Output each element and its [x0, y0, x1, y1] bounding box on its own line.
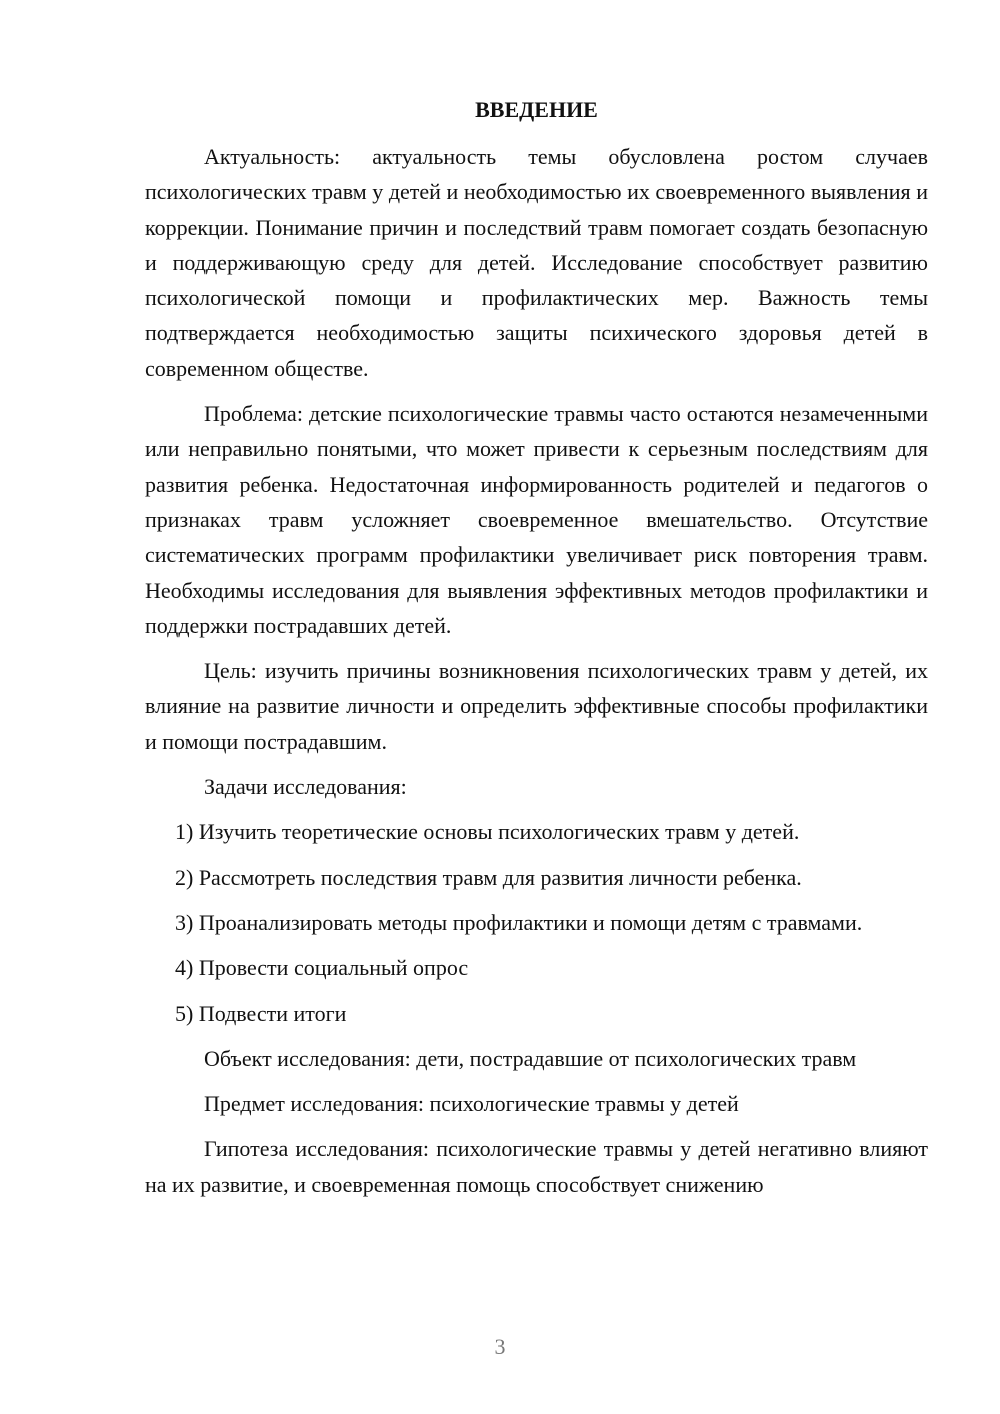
task-item-5: 5) Подвести итоги [175, 1000, 347, 1026]
tasks-heading: Задачи исследования: [204, 774, 407, 800]
problem-paragraph: Проблема: детские психологические травмы часто остаются незамеченными или неправильно понятыми, что может привести к серьезным последствиям для развития ребенка. Недостаточная информированность родителей и педагогов о признаках травм усложняет своевременное вмешательство. Отсутствие систематических программ профилактики увеличивает риск повторения травм. Необходимы исследования для выявления эффективных методов профилактики и поддержки пострадавших детей. [145, 401, 928, 638]
task-item-4: 4) Провести социальный опрос [175, 955, 469, 981]
page-title: ВВЕДЕНИЕ [475, 97, 598, 122]
goal-paragraph: Цель: изучить причины возникновения психологических травм у детей, их влияние на развитие личности и определить эффективные способы профилактики и помощи пострадавшим. [145, 658, 928, 754]
page-number: 3 [494, 1334, 506, 1359]
object-paragraph: Объект исследования: дети, пострадавшие от психологических травм [204, 1045, 857, 1071]
task-item-2: 2) Рассмотреть последствия травм для развития личности ребенка. [175, 864, 802, 890]
task-item-1: 1) Изучить теоретические основы психологических травм у детей. [175, 819, 800, 845]
task-item-3: 3) Проанализировать методы профилактики и помощи детям с травмами. [175, 909, 863, 935]
hypothesis-paragraph: Гипотеза исследования: психологические травмы у детей негативно влияют на их развитие, и своевременная помощь способствует снижению [145, 1136, 928, 1197]
document-page [145, 95, 928, 1212]
relevance-paragraph: Актуальность: актуальность темы обусловлена ростом случаев психологических травм у детей и необходимостью их своевременного выявления и коррекции. Понимание причин и последствий травм помогает создать безопасную и поддерживающую среду для детей. Исследование способствует развитию психологической помощи и профилактических мер. Важность темы подтверждается необходимостью защиты психического здоровья детей в современном обществе. [145, 144, 928, 381]
subject-paragraph: Предмет исследования: психологические травмы у детей [204, 1091, 739, 1117]
